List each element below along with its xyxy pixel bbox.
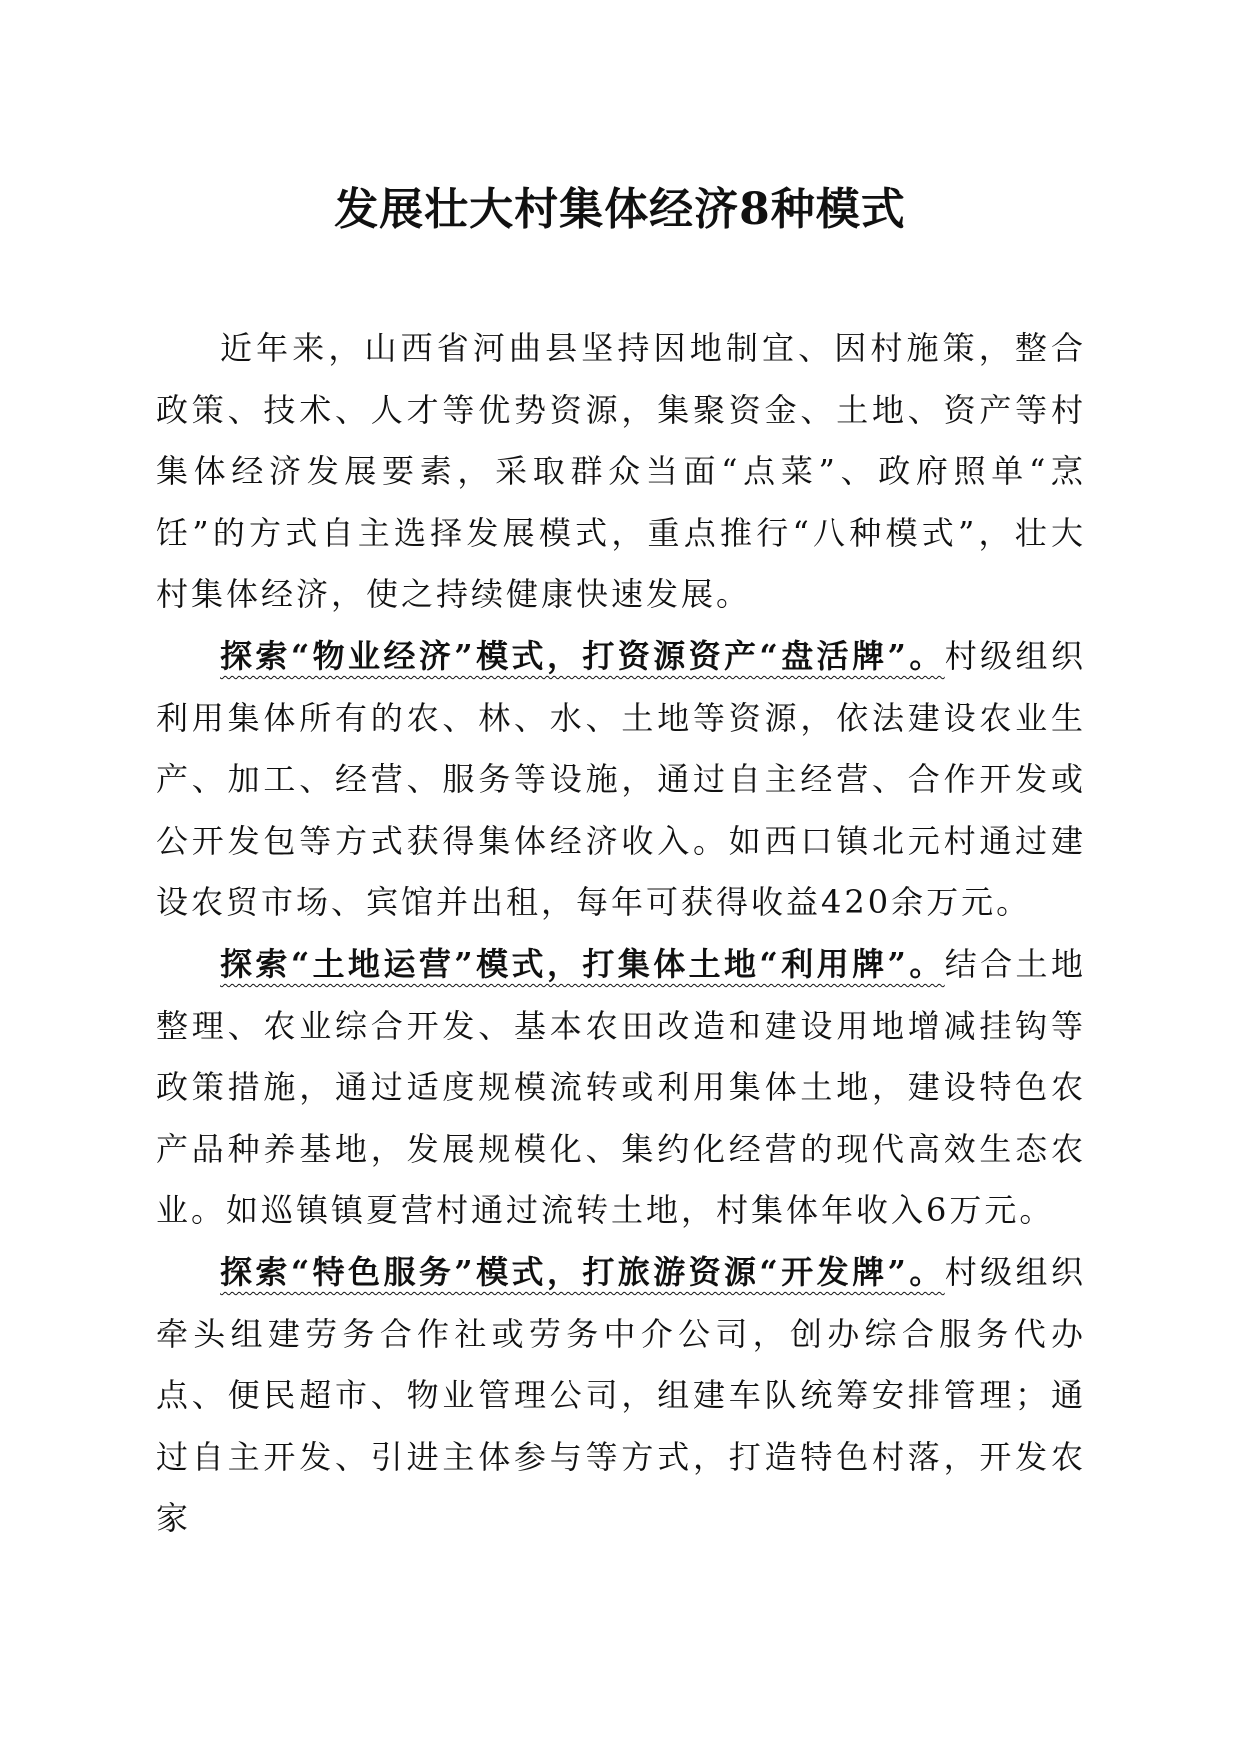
document-body: [156, 318, 1086, 1550]
section-body-text: 村级组织牵头组建劳务合作社或劳务中介公司，创办综合服务代办点、便民超市、物业管理公司，组建车队统筹安排管理；通过自主开发、引进主体参与等方式，打造特色村落，开发农家: [156, 1252, 1086, 1538]
section-lead-heading: 探索“土地运营”模式，打集体土地“利用牌”。: [220, 944, 945, 983]
section-lead-heading: 探索“特色服务”模式，打旅游资源“开发牌”。: [220, 1252, 945, 1291]
intro-paragraph: 近年来，山西省河曲县坚持因地制宜、因村施策，整合政策、技术、人才等优势资源，集聚资金、土地、资产等村集体经济发展要素，采取群众当面“点菜”、政府照单“烹饪”的方式自主选择发展模式，重点推行“八种模式”，壮大村集体经济，使之持续健康快速发展。: [156, 329, 1086, 614]
section-paragraph-land-operation: [156, 934, 1086, 1242]
section-body-text: 村级组织利用集体所有的农、林、水、土地等资源，依法建设农业生产、加工、经营、服务等设施，通过自主经营、合作开发或公开发包等方式获得集体经济收入。如西口镇北元村通过建设农贸市场、宾馆并出租，每年可获得收益420余万元。: [156, 636, 1086, 922]
document-title: 发展壮大村集体经济8种模式: [334, 184, 906, 235]
section-paragraph-special-service: [156, 1242, 1086, 1550]
section-lead-heading: 探索“物业经济”模式，打资源资产“盘活牌”。: [220, 636, 945, 675]
section-body-text: 结合土地整理、农业综合开发、基本农田改造和建设用地增减挂钩等政策措施，通过适度规模流转或利用集体土地，建设特色农产品种养基地，发展规模化、集约化经营的现代高效生态农业。如巡镇镇夏营村通过流转土地，村集体年收入6万元。: [156, 944, 1086, 1230]
section-paragraph-property-economy: [156, 626, 1086, 934]
